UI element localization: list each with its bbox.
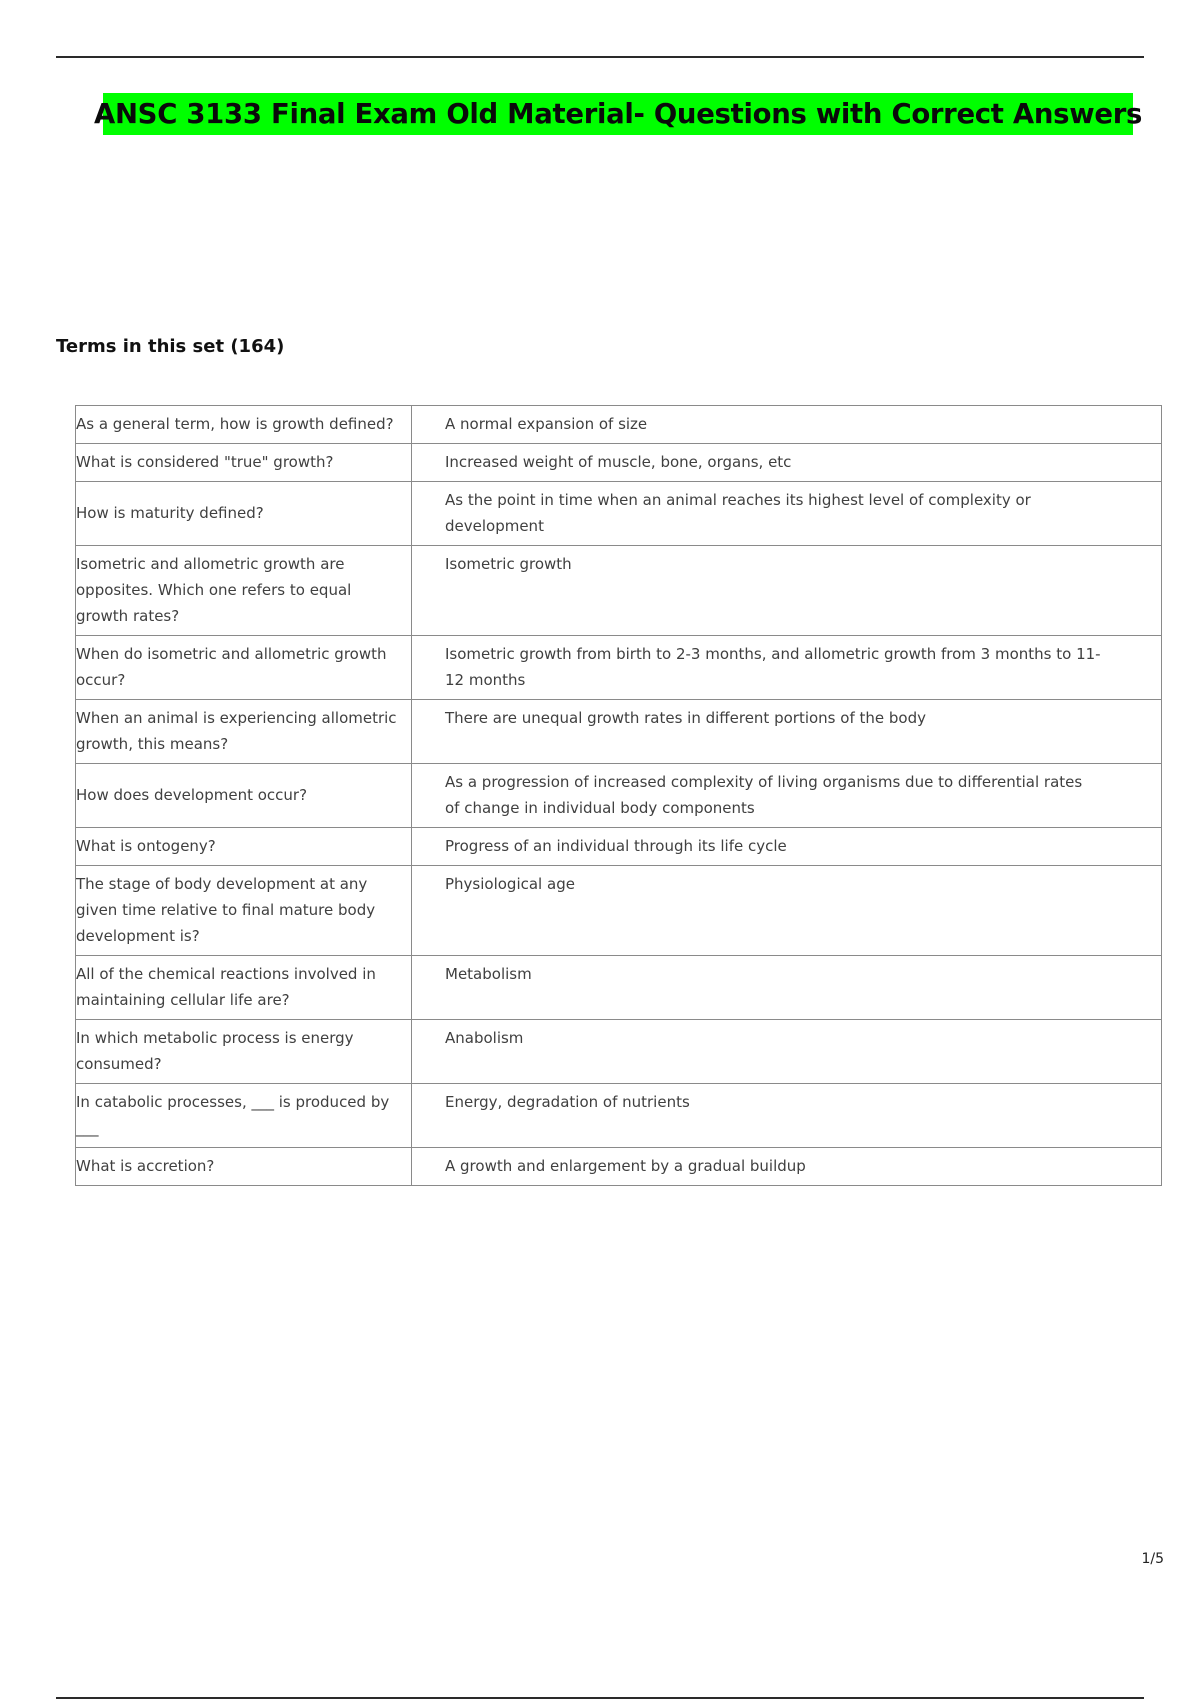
table-row (76, 482, 1162, 546)
answer-cell: A normal expansion of size (412, 406, 1162, 444)
table-row (76, 956, 1162, 1020)
answer-cell: Isometric growth from birth to 2-3 months, and allometric growth from 3 months to 11-12 months (412, 636, 1162, 700)
table-row (76, 700, 1162, 764)
answer-cell: A growth and enlargement by a gradual buildup (412, 1148, 1162, 1186)
answer-cell: Increased weight of muscle, bone, organs, etc (412, 444, 1162, 482)
answer-cell: As a progression of increased complexity of living organisms due to differential rates of change in individual body components (412, 764, 1162, 828)
page-number: 1/5 (1141, 1551, 1164, 1567)
question-cell: When an animal is experiencing allometric growth, this means? (76, 700, 412, 764)
table-row (76, 1084, 1162, 1148)
answer-cell: There are unequal growth rates in different portions of the body (412, 700, 1162, 764)
table-row (76, 406, 1162, 444)
answer-cell: Progress of an individual through its life cycle (412, 828, 1162, 866)
table-row (76, 866, 1162, 956)
question-cell: How is maturity defined? (76, 482, 412, 546)
table-row (76, 828, 1162, 866)
terms-table (75, 405, 1162, 1186)
question-cell: Isometric and allometric growth are opposites. Which one refers to equal growth rates? (76, 546, 412, 636)
question-cell: All of the chemical reactions involved in maintaining cellular life are? (76, 956, 412, 1020)
table-row (76, 636, 1162, 700)
question-cell: The stage of body development at any given time relative to final mature body development is? (76, 866, 412, 956)
title-highlight (93, 93, 1143, 135)
question-cell: How does development occur? (76, 764, 412, 828)
question-cell: What is ontogeny? (76, 828, 412, 866)
bottom-divider (56, 1697, 1144, 1699)
answer-cell: Metabolism (412, 956, 1162, 1020)
terms-count-heading: Terms in this set (164) (56, 336, 285, 357)
document-title: ANSC 3133 Final Exam Old Material- Questions with Correct Answers (93, 98, 1143, 130)
answer-cell: As the point in time when an animal reaches its highest level of complexity or development (412, 482, 1162, 546)
answer-cell: Isometric growth (412, 546, 1162, 636)
question-cell: As a general term, how is growth defined? (76, 406, 412, 444)
top-divider (56, 56, 1144, 58)
question-cell: What is considered "true" growth? (76, 444, 412, 482)
table-row (76, 546, 1162, 636)
table-row (76, 764, 1162, 828)
table-row (76, 1148, 1162, 1186)
answer-cell: Energy, degradation of nutrients (412, 1084, 1162, 1148)
table-row (76, 1020, 1162, 1084)
question-cell: In which metabolic process is energy consumed? (76, 1020, 412, 1084)
question-cell: In catabolic processes, ___ is produced by ___ (76, 1084, 412, 1148)
question-cell: When do isometric and allometric growth occur? (76, 636, 412, 700)
table-row (76, 444, 1162, 482)
question-cell: What is accretion? (76, 1148, 412, 1186)
answer-cell: Physiological age (412, 866, 1162, 956)
answer-cell: Anabolism (412, 1020, 1162, 1084)
